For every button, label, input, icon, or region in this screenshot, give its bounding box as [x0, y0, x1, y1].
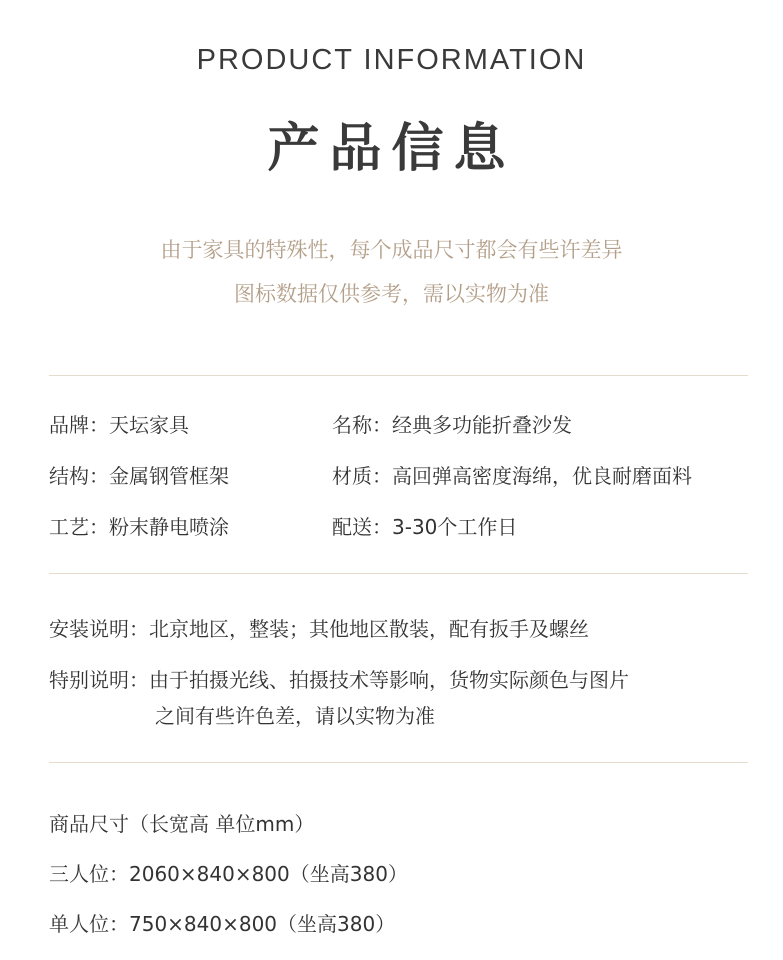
page-title-cn: 产品信息: [267, 119, 516, 179]
notice-line-1: 由于家具的特殊性，每个成品尺寸都会有些许差异: [160, 238, 623, 262]
page-title-en: PRODUCT INFORMATION: [196, 44, 587, 76]
special-note-continued: 之间有些许色差，请以实物为准: [155, 704, 435, 728]
dimensions-heading: 商品尺寸（长宽高 单位mm）: [49, 812, 315, 836]
install-note: 安装说明：北京地区，整装；其他地区散装，配有扳手及螺丝: [49, 617, 589, 641]
spec-delivery: 配送：3-30个工作日: [332, 515, 518, 539]
dimension-single-seat: 单人位：750×840×800（坐高380）: [49, 912, 396, 936]
divider-bottom: [49, 762, 748, 763]
dimension-three-seat: 三人位：2060×840×800（坐高380）: [49, 862, 408, 886]
special-note: 特别说明：由于拍摄光线、拍摄技术等影响，货物实际颜色与图片: [49, 668, 629, 692]
spec-name: 名称：经典多功能折叠沙发: [332, 413, 572, 437]
spec-material: 材质：高回弹高密度海绵，优良耐磨面料: [332, 464, 692, 488]
spec-craft: 工艺：粉末静电喷涂: [49, 515, 229, 539]
divider-top: [49, 375, 748, 376]
notice-line-2: 图标数据仅供参考，需以实物为准: [234, 282, 549, 306]
divider-middle: [49, 573, 748, 574]
spec-brand: 品牌：天坛家具: [49, 413, 189, 437]
spec-structure: 结构：金属钢管框架: [49, 464, 229, 488]
